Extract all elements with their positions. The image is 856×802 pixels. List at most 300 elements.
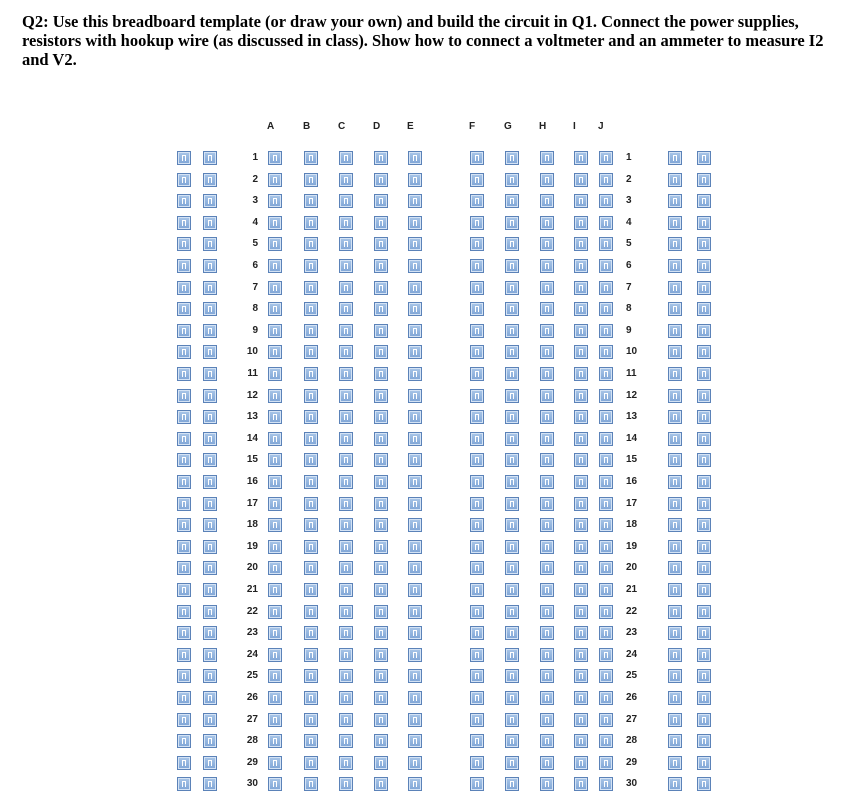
breadboard-hole [268,453,282,467]
breadboard-hole [470,216,484,230]
right-rail-hole [668,561,682,575]
left-rail-hole [177,281,191,295]
right-rail-hole [697,497,711,511]
breadboard-hole [470,691,484,705]
breadboard-hole [304,259,318,273]
breadboard-hole [304,216,318,230]
left-rail-hole [203,475,217,489]
left-rail-hole [177,518,191,532]
breadboard-hole [268,367,282,381]
breadboard-hole [268,713,282,727]
breadboard-hole [304,475,318,489]
breadboard-hole [540,194,554,208]
breadboard-hole [408,389,422,403]
breadboard-hole [574,194,588,208]
breadboard-hole [574,518,588,532]
left-rail-hole [203,259,217,273]
breadboard-hole [599,389,613,403]
breadboard-hole [505,324,519,338]
left-rail-hole [177,669,191,683]
breadboard-hole [304,583,318,597]
breadboard-hole [540,432,554,446]
left-rail-hole [203,669,217,683]
breadboard-hole [574,324,588,338]
left-rail-hole [203,777,217,791]
breadboard-hole [505,626,519,640]
breadboard-hole [268,259,282,273]
breadboard-hole [304,367,318,381]
breadboard-hole [304,324,318,338]
left-rail-hole [177,237,191,251]
left-rail-hole [203,453,217,467]
breadboard-hole [339,432,353,446]
row-label-left-17: 17 [246,498,258,509]
breadboard-hole [574,259,588,273]
breadboard-hole [374,194,388,208]
row-label-right-7: 7 [626,282,632,293]
right-rail-hole [697,237,711,251]
left-rail-hole [203,151,217,165]
breadboard-hole [540,561,554,575]
breadboard-hole [304,410,318,424]
right-rail-hole [697,281,711,295]
breadboard-hole [339,756,353,770]
breadboard-hole [540,713,554,727]
column-label-h: H [539,121,547,132]
row-label-right-27: 27 [626,714,638,725]
breadboard-hole [339,497,353,511]
left-rail-hole [203,626,217,640]
breadboard-hole [374,216,388,230]
breadboard-hole [470,173,484,187]
right-rail-hole [697,518,711,532]
left-rail-hole [203,518,217,532]
right-rail-hole [697,432,711,446]
breadboard-hole [599,777,613,791]
breadboard-hole [268,216,282,230]
breadboard-hole [540,777,554,791]
breadboard-hole [599,216,613,230]
row-label-right-26: 26 [626,692,638,703]
breadboard-hole [540,281,554,295]
left-rail-hole [177,497,191,511]
breadboard-hole [599,497,613,511]
breadboard-hole [374,324,388,338]
breadboard-hole [374,777,388,791]
row-label-left-1: 1 [252,152,258,163]
breadboard-hole [374,626,388,640]
row-label-left-10: 10 [246,346,258,357]
breadboard-hole [574,540,588,554]
row-label-left-3: 3 [252,195,258,206]
breadboard-hole [470,583,484,597]
right-rail-hole [668,540,682,554]
breadboard-hole [339,151,353,165]
right-rail-hole [668,324,682,338]
breadboard-hole [505,151,519,165]
row-label-left-27: 27 [246,714,258,725]
breadboard-hole [599,540,613,554]
breadboard-hole [540,345,554,359]
left-rail-hole [177,151,191,165]
column-label-j: J [598,121,604,132]
row-label-left-4: 4 [252,217,258,228]
breadboard-hole [268,648,282,662]
column-label-e: E [407,121,414,132]
row-label-right-23: 23 [626,627,638,638]
row-label-left-19: 19 [246,541,258,552]
left-rail-hole [177,389,191,403]
breadboard-hole [408,561,422,575]
left-rail-hole [177,713,191,727]
breadboard-hole [339,669,353,683]
breadboard-hole [408,345,422,359]
right-rail-hole [697,324,711,338]
breadboard-hole [339,281,353,295]
breadboard-hole [470,259,484,273]
breadboard-hole [470,281,484,295]
breadboard-hole [574,237,588,251]
breadboard-hole [540,540,554,554]
breadboard-hole [408,173,422,187]
breadboard-hole [574,410,588,424]
breadboard-hole [470,367,484,381]
breadboard-hole [339,410,353,424]
breadboard-hole [408,216,422,230]
row-label-right-28: 28 [626,735,638,746]
breadboard-hole [470,734,484,748]
breadboard-hole [599,345,613,359]
breadboard-hole [505,777,519,791]
breadboard-hole [268,777,282,791]
breadboard-hole [574,691,588,705]
breadboard-hole [408,194,422,208]
breadboard-hole [599,173,613,187]
right-rail-hole [668,453,682,467]
breadboard-hole [304,669,318,683]
breadboard-hole [374,561,388,575]
breadboard-hole [339,302,353,316]
breadboard-hole [304,194,318,208]
column-label-d: D [373,121,381,132]
breadboard-hole [304,648,318,662]
breadboard-hole [574,173,588,187]
breadboard-hole [505,475,519,489]
left-rail-hole [177,756,191,770]
breadboard-hole [304,173,318,187]
breadboard-hole [505,648,519,662]
breadboard-hole [339,475,353,489]
breadboard-hole [408,453,422,467]
breadboard-hole [268,302,282,316]
breadboard-hole [505,497,519,511]
breadboard-hole [304,518,318,532]
breadboard-hole [574,561,588,575]
breadboard-hole [339,259,353,273]
row-label-right-4: 4 [626,217,632,228]
breadboard-hole [574,345,588,359]
breadboard-hole [505,302,519,316]
row-label-left-16: 16 [246,476,258,487]
breadboard-hole [408,713,422,727]
left-rail-hole [203,237,217,251]
left-rail-hole [177,453,191,467]
left-rail-hole [177,345,191,359]
breadboard-hole [304,237,318,251]
breadboard-hole [540,324,554,338]
breadboard-hole [374,583,388,597]
breadboard-hole [599,367,613,381]
breadboard-hole [599,561,613,575]
row-label-left-23: 23 [246,627,258,638]
breadboard-hole [374,259,388,273]
breadboard-hole [505,432,519,446]
left-rail-hole [177,777,191,791]
right-rail-hole [697,389,711,403]
breadboard-hole [268,626,282,640]
right-rail-hole [668,410,682,424]
breadboard-hole [374,453,388,467]
breadboard-hole [339,345,353,359]
left-rail-hole [203,194,217,208]
left-rail-hole [177,367,191,381]
breadboard-hole [339,713,353,727]
right-rail-hole [668,777,682,791]
right-rail-hole [668,216,682,230]
column-label-i: I [573,121,576,132]
breadboard-hole [540,691,554,705]
row-label-right-14: 14 [626,433,638,444]
breadboard-hole [574,734,588,748]
left-rail-hole [203,345,217,359]
left-rail-hole [177,540,191,554]
breadboard-hole [574,669,588,683]
right-rail-hole [668,173,682,187]
breadboard-hole [374,237,388,251]
breadboard-hole [374,713,388,727]
breadboard-hole [268,605,282,619]
right-rail-hole [668,194,682,208]
column-label-f: F [469,121,476,132]
right-rail-hole [697,734,711,748]
breadboard-hole [408,583,422,597]
breadboard-hole [304,777,318,791]
breadboard-hole [408,734,422,748]
breadboard-hole [339,626,353,640]
breadboard-hole [374,151,388,165]
right-rail-hole [697,583,711,597]
breadboard-hole [470,518,484,532]
breadboard-hole [470,410,484,424]
breadboard-hole [470,648,484,662]
breadboard-hole [540,497,554,511]
breadboard-hole [339,518,353,532]
breadboard-hole [505,389,519,403]
left-rail-hole [203,734,217,748]
breadboard-hole [599,713,613,727]
breadboard-hole [470,389,484,403]
right-rail-hole [668,518,682,532]
breadboard-hole [540,518,554,532]
right-rail-hole [697,626,711,640]
breadboard-hole [599,669,613,683]
breadboard-hole [470,561,484,575]
breadboard-hole [574,216,588,230]
breadboard-hole [540,583,554,597]
breadboard-hole [599,691,613,705]
row-label-right-29: 29 [626,757,638,768]
breadboard-hole [540,734,554,748]
left-rail-hole [203,367,217,381]
right-rail-hole [697,259,711,273]
breadboard-hole [599,605,613,619]
left-rail-hole [203,691,217,705]
right-rail-hole [697,216,711,230]
breadboard-hole [268,432,282,446]
breadboard-hole [505,713,519,727]
left-rail-hole [203,583,217,597]
breadboard-hole [540,626,554,640]
left-rail-hole [203,713,217,727]
left-rail-hole [177,216,191,230]
breadboard-hole [374,756,388,770]
left-rail-hole [203,540,217,554]
column-label-c: C [338,121,346,132]
breadboard-hole [268,475,282,489]
left-rail-hole [203,648,217,662]
breadboard-hole [268,561,282,575]
column-label-b: B [303,121,311,132]
breadboard-hole [339,734,353,748]
breadboard-hole [599,756,613,770]
breadboard-hole [505,540,519,554]
breadboard-hole [540,259,554,273]
right-rail-hole [697,345,711,359]
breadboard-hole [408,237,422,251]
row-label-right-12: 12 [626,390,638,401]
breadboard-hole [408,302,422,316]
right-rail-hole [668,669,682,683]
breadboard-hole [540,237,554,251]
row-label-left-9: 9 [252,325,258,336]
right-rail-hole [697,669,711,683]
breadboard-hole [540,389,554,403]
breadboard-hole [574,583,588,597]
breadboard-hole [268,734,282,748]
breadboard-hole [408,626,422,640]
right-rail-hole [697,605,711,619]
breadboard-hole [408,367,422,381]
right-rail-hole [668,389,682,403]
breadboard-hole [505,259,519,273]
row-label-left-8: 8 [252,303,258,314]
breadboard-hole [408,410,422,424]
breadboard-hole [599,281,613,295]
row-label-right-30: 30 [626,778,638,789]
row-label-left-28: 28 [246,735,258,746]
breadboard-hole [304,626,318,640]
row-label-left-6: 6 [252,260,258,271]
breadboard-hole [470,540,484,554]
breadboard-hole [505,605,519,619]
left-rail-hole [177,475,191,489]
breadboard-hole [574,281,588,295]
breadboard-hole [374,281,388,295]
right-rail-hole [668,626,682,640]
breadboard-hole [540,151,554,165]
breadboard-hole [470,432,484,446]
right-rail-hole [668,583,682,597]
breadboard-hole [505,691,519,705]
row-label-left-20: 20 [246,562,258,573]
left-rail-hole [203,410,217,424]
row-label-right-19: 19 [626,541,638,552]
breadboard-hole [599,151,613,165]
breadboard-hole [470,497,484,511]
breadboard-hole [268,518,282,532]
breadboard-hole [374,669,388,683]
right-rail-hole [668,432,682,446]
breadboard-hole [374,173,388,187]
left-rail-hole [177,734,191,748]
breadboard-hole [339,216,353,230]
breadboard-hole [339,583,353,597]
breadboard-hole [268,669,282,683]
breadboard-hole [574,626,588,640]
breadboard-hole [374,497,388,511]
right-rail-hole [697,691,711,705]
breadboard-hole [374,734,388,748]
row-label-right-6: 6 [626,260,632,271]
breadboard-hole [505,583,519,597]
breadboard-hole [304,756,318,770]
breadboard-hole [470,605,484,619]
breadboard-hole [408,691,422,705]
breadboard-hole [304,389,318,403]
breadboard-hole [470,324,484,338]
breadboard-hole [470,669,484,683]
breadboard-hole [374,410,388,424]
row-label-left-30: 30 [246,778,258,789]
breadboard-hole [339,605,353,619]
breadboard-hole [304,302,318,316]
breadboard-hole [505,561,519,575]
right-rail-hole [697,561,711,575]
right-rail-hole [668,237,682,251]
breadboard-hole [574,713,588,727]
left-rail-hole [177,194,191,208]
breadboard-hole [268,540,282,554]
breadboard-hole [599,410,613,424]
right-rail-hole [697,777,711,791]
breadboard-hole [374,367,388,381]
breadboard-hole [540,410,554,424]
right-rail-hole [668,756,682,770]
breadboard-hole [304,453,318,467]
breadboard-hole [268,756,282,770]
right-rail-hole [668,475,682,489]
breadboard-hole [408,777,422,791]
row-label-right-22: 22 [626,606,638,617]
left-rail-hole [203,281,217,295]
breadboard-hole [374,475,388,489]
right-rail-hole [697,453,711,467]
breadboard-hole [540,173,554,187]
right-rail-hole [697,410,711,424]
row-label-right-25: 25 [626,670,638,681]
breadboard-hole [304,540,318,554]
row-label-left-14: 14 [246,433,258,444]
